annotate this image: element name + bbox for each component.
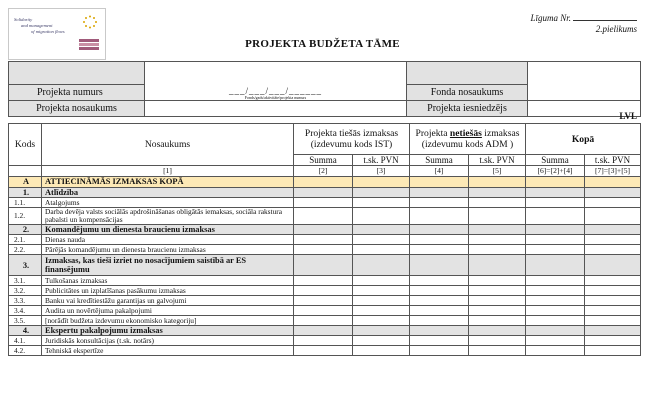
- row-name: Banku vai kredītiestāžu garantijas un galvojumi: [42, 296, 294, 306]
- sub-header-vat: t.sk. PVN: [353, 155, 410, 166]
- amount-cell[interactable]: [469, 346, 526, 356]
- index-7: [7]=[3]+[5]: [585, 166, 641, 177]
- amount-cell[interactable]: [585, 276, 641, 286]
- amount-cell[interactable]: [526, 188, 585, 198]
- amount-cell[interactable]: [294, 306, 353, 316]
- eu-stars-icon: [81, 15, 99, 29]
- row-name: Atlīdzība: [42, 188, 294, 198]
- amount-cell[interactable]: [526, 255, 585, 276]
- agreement-reference: [530, 12, 637, 35]
- index-2: [2]: [294, 166, 353, 177]
- amount-cell[interactable]: [526, 177, 585, 188]
- row-name: Tehniskā ekspertīze: [42, 346, 294, 356]
- project-info-table: [8, 61, 641, 117]
- section-row: [9, 177, 641, 188]
- section-row: [9, 326, 641, 336]
- row-code: 3.1.: [9, 276, 42, 286]
- agreement-label: Līguma Nr.: [530, 13, 571, 23]
- project-number-label: Projekta numurs: [9, 85, 145, 101]
- annex-label: 2.pielikums: [595, 24, 637, 34]
- amount-cell[interactable]: [469, 208, 526, 225]
- amount-cell[interactable]: [294, 336, 353, 346]
- amount-cell[interactable]: [526, 346, 585, 356]
- row-name: Dienas nauda: [42, 235, 294, 245]
- amount-cell[interactable]: [526, 245, 585, 255]
- col-header-direct: Projekta tiešās izmaksas (izdevumu kods IST): [294, 124, 410, 155]
- row-code: 3.5.: [9, 316, 42, 326]
- amount-cell[interactable]: [526, 286, 585, 296]
- row-code: 3.4.: [9, 306, 42, 316]
- row-name: [norādīt budžeta izdevumu ekonomisko kategoriju]: [42, 316, 294, 326]
- row-name: Atalgojums: [42, 198, 294, 208]
- amount-cell[interactable]: [585, 286, 641, 296]
- table-row: [9, 336, 641, 346]
- amount-cell[interactable]: [469, 326, 526, 336]
- project-number-field[interactable]: [145, 62, 407, 101]
- amount-cell[interactable]: [353, 316, 410, 326]
- amount-cell[interactable]: [526, 208, 585, 225]
- amount-cell[interactable]: [469, 188, 526, 198]
- amount-cell[interactable]: [353, 296, 410, 306]
- sub-header-sum: Summa: [294, 155, 353, 166]
- amount-cell[interactable]: [353, 245, 410, 255]
- amount-cell[interactable]: [526, 225, 585, 235]
- project-number-placeholder: ___/___/___/______: [228, 86, 322, 96]
- amount-cell[interactable]: [469, 177, 526, 188]
- amount-cell[interactable]: [526, 276, 585, 286]
- amount-cell[interactable]: [469, 255, 526, 276]
- row-name: Publicitātes un izplatīšanas pasākumu izmaksas: [42, 286, 294, 296]
- amount-cell[interactable]: [353, 188, 410, 198]
- amount-cell[interactable]: [294, 177, 353, 188]
- row-code: 3.2.: [9, 286, 42, 296]
- index-name: [1]: [42, 166, 294, 177]
- amount-cell[interactable]: [585, 336, 641, 346]
- amount-cell[interactable]: [353, 208, 410, 225]
- row-name: Pārējās komandējumu un dienesta braucienu izmaksas: [42, 245, 294, 255]
- amount-cell[interactable]: [526, 198, 585, 208]
- amount-cell[interactable]: [585, 198, 641, 208]
- section-row: [9, 255, 641, 276]
- table-row: [9, 316, 641, 326]
- amount-cell[interactable]: [410, 306, 469, 316]
- row-code: 4.: [9, 326, 42, 336]
- amount-cell[interactable]: [294, 346, 353, 356]
- amount-cell[interactable]: [294, 225, 353, 235]
- amount-cell[interactable]: [526, 306, 585, 316]
- amount-cell[interactable]: [294, 316, 353, 326]
- amount-cell[interactable]: [585, 225, 641, 235]
- amount-cell[interactable]: [585, 188, 641, 198]
- amount-cell[interactable]: [469, 306, 526, 316]
- project-name-field[interactable]: [145, 101, 407, 117]
- amount-cell[interactable]: [585, 326, 641, 336]
- row-name: ATTIECINĀMĀS IZMAKSAS KOPĀ: [42, 177, 294, 188]
- amount-cell[interactable]: [585, 306, 641, 316]
- index-4: [4]: [410, 166, 469, 177]
- amount-cell[interactable]: [353, 336, 410, 346]
- row-code: 4.1.: [9, 336, 42, 346]
- row-code: 2.: [9, 225, 42, 235]
- amount-cell[interactable]: [294, 276, 353, 286]
- row-code: 2.2.: [9, 245, 42, 255]
- program-logo: [8, 8, 106, 60]
- amount-cell[interactable]: [353, 198, 410, 208]
- index-6: [6]=[2]+[4]: [526, 166, 585, 177]
- amount-cell[interactable]: [353, 276, 410, 286]
- index-3: [3]: [353, 166, 410, 177]
- row-name: Ekspertu pakalpojumu izmaksas: [42, 326, 294, 336]
- amount-cell[interactable]: [410, 225, 469, 235]
- table-row: [9, 245, 641, 255]
- amount-cell[interactable]: [410, 255, 469, 276]
- amount-cell[interactable]: [410, 188, 469, 198]
- col-header-total: Kopā: [526, 124, 641, 155]
- amount-cell[interactable]: [353, 225, 410, 235]
- amount-cell[interactable]: [410, 336, 469, 346]
- amount-cell[interactable]: [410, 208, 469, 225]
- amount-cell[interactable]: [353, 255, 410, 276]
- amount-cell[interactable]: [585, 235, 641, 245]
- sub-header-sum: Summa: [410, 155, 469, 166]
- table-row: [9, 235, 641, 245]
- amount-cell[interactable]: [294, 296, 353, 306]
- amount-cell[interactable]: [294, 255, 353, 276]
- index-5: [5]: [469, 166, 526, 177]
- amount-cell[interactable]: [410, 346, 469, 356]
- currency-label: LVL: [619, 111, 637, 121]
- row-name: Tulkošanas izmaksas: [42, 276, 294, 286]
- amount-cell[interactable]: [526, 326, 585, 336]
- amount-cell[interactable]: [353, 346, 410, 356]
- row-code: 2.1.: [9, 235, 42, 245]
- amount-cell[interactable]: [410, 296, 469, 306]
- amount-cell[interactable]: [410, 198, 469, 208]
- amount-cell[interactable]: [294, 235, 353, 245]
- table-row: [9, 306, 641, 316]
- amount-cell[interactable]: [469, 235, 526, 245]
- project-number-caption: Fonds/gads/aktivitāte/projekta numurs: [244, 95, 307, 100]
- row-name: Izmaksas, kas tieši izriet no nosacījumiem saistībā ar ES finansējumu: [42, 255, 294, 276]
- page-title: PROJEKTA BUDŽETA TĀME: [245, 38, 400, 50]
- col-header-code: Kods: [9, 124, 42, 166]
- table-row: [9, 198, 641, 208]
- logo-text-line3: of migration flows: [31, 29, 65, 34]
- budget-table: [8, 123, 641, 356]
- amount-cell[interactable]: [585, 296, 641, 306]
- amount-cell[interactable]: [410, 316, 469, 326]
- col-header-indirect: Projekta netiešās izmaksas (izdevumu kods ADM ): [410, 124, 526, 155]
- amount-cell[interactable]: [469, 336, 526, 346]
- amount-cell[interactable]: [585, 316, 641, 326]
- amount-cell[interactable]: [294, 188, 353, 198]
- amount-cell[interactable]: [526, 296, 585, 306]
- logo-text-line2: and management: [21, 23, 53, 28]
- amount-cell[interactable]: [585, 346, 641, 356]
- row-code: A: [9, 177, 42, 188]
- amount-cell[interactable]: [469, 245, 526, 255]
- amount-cell[interactable]: [294, 208, 353, 225]
- amount-cell[interactable]: [469, 296, 526, 306]
- amount-cell[interactable]: [526, 336, 585, 346]
- table-row: [9, 346, 641, 356]
- amount-cell[interactable]: [410, 177, 469, 188]
- row-code: 1.2.: [9, 208, 42, 225]
- amount-cell[interactable]: [294, 198, 353, 208]
- amount-cell[interactable]: [585, 208, 641, 225]
- table-row: [9, 296, 641, 306]
- sub-header-vat: t.sk. PVN: [469, 155, 526, 166]
- section-row: [9, 188, 641, 198]
- logo-text-line1: Solidarity: [14, 17, 33, 22]
- amount-cell[interactable]: [585, 255, 641, 276]
- row-code: 1.1.: [9, 198, 42, 208]
- row-code: 3.: [9, 255, 42, 276]
- amount-cell[interactable]: [353, 286, 410, 296]
- amount-cell[interactable]: [585, 177, 641, 188]
- amount-cell[interactable]: [410, 245, 469, 255]
- amount-cell[interactable]: [353, 235, 410, 245]
- applicant-label: Projekta iesniedzējs: [407, 101, 528, 117]
- row-name: Darba devēja valsts sociālās apdrošināšanas obligātās iemaksas, sociāla rakstura pabalsti un kompensācijas: [42, 208, 294, 225]
- amount-cell[interactable]: [585, 245, 641, 255]
- amount-cell[interactable]: [410, 286, 469, 296]
- amount-cell[interactable]: [410, 276, 469, 286]
- amount-cell[interactable]: [469, 225, 526, 235]
- sub-header-vat: t.sk. PVN: [585, 155, 641, 166]
- amount-cell[interactable]: [294, 245, 353, 255]
- amount-cell[interactable]: [526, 316, 585, 326]
- table-row: [9, 286, 641, 296]
- amount-cell[interactable]: [294, 286, 353, 296]
- amount-cell[interactable]: [410, 235, 469, 245]
- amount-cell[interactable]: [469, 198, 526, 208]
- amount-cell[interactable]: [294, 326, 353, 336]
- row-name: Juridiskās konsultācijas (t.sk. notārs): [42, 336, 294, 346]
- amount-cell[interactable]: [526, 235, 585, 245]
- row-code: 3.3.: [9, 296, 42, 306]
- sub-header-sum: Summa: [526, 155, 585, 166]
- row-name: Audita un novērtējuma pakalpojumi: [42, 306, 294, 316]
- amount-cell[interactable]: [353, 177, 410, 188]
- amount-cell[interactable]: [353, 326, 410, 336]
- row-name: Komandējumu un dienesta braucienu izmaksas: [42, 225, 294, 235]
- fund-name-label: Fonda nosaukums: [407, 85, 528, 101]
- row-code: 4.2.: [9, 346, 42, 356]
- col-header-name: Nosaukums: [42, 124, 294, 166]
- amount-cell[interactable]: [469, 276, 526, 286]
- amount-cell[interactable]: [469, 316, 526, 326]
- amount-cell[interactable]: [469, 286, 526, 296]
- amount-cell[interactable]: [410, 326, 469, 336]
- project-name-label: Projekta nosaukums: [9, 101, 145, 117]
- row-code: 1.: [9, 188, 42, 198]
- section-row: [9, 225, 641, 235]
- table-row: [9, 276, 641, 286]
- amount-cell[interactable]: [353, 306, 410, 316]
- agreement-number-field[interactable]: [573, 12, 637, 21]
- table-row: [9, 208, 641, 225]
- fund-name-field[interactable]: [528, 62, 641, 101]
